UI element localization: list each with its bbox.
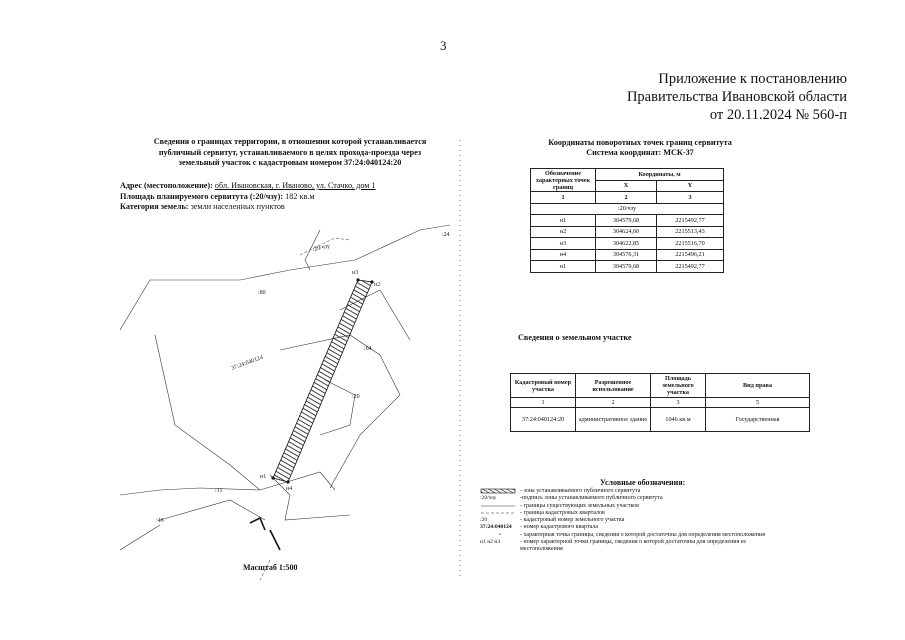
point-x: 304579,68 [596, 215, 657, 227]
table-row [531, 249, 724, 261]
land-cadastral: 37:24:040124:20 [511, 408, 576, 432]
legend-symbol: • [499, 531, 501, 538]
coordinates-table [530, 168, 724, 273]
zone-row: :20/чзу [531, 203, 724, 215]
map-label-24: :24 [442, 232, 450, 238]
legend-item [480, 524, 780, 531]
parcel-boundaries [120, 225, 450, 550]
hatch-swatch-icon [480, 488, 516, 494]
legend-item [480, 532, 780, 539]
legend-text: - граница кадастровых кварталов [520, 509, 605, 516]
land-usage: административное здание [576, 408, 651, 432]
table-row [531, 238, 724, 250]
point-x: 304622,85 [596, 238, 657, 250]
category-label: Категория земель: [120, 202, 189, 211]
point-y: 2215516,70 [656, 238, 723, 250]
land-area: 1046 кв.м [651, 408, 706, 432]
appendix-line-2: Правительства Ивановской области [626, 89, 847, 105]
legend [480, 488, 780, 554]
legend-item [480, 495, 780, 502]
legend-item [480, 539, 780, 554]
legend-text: - номер характерной точки границы, сведения о которой достаточны для определения ее местоположения [520, 539, 747, 553]
col-x-header: X [596, 180, 657, 192]
land-n2: 2 [576, 398, 651, 408]
point-y: 2215496,21 [656, 249, 723, 261]
legend-symbol: :20/чзу [480, 495, 497, 502]
land-info-title: Сведения о земельном участке [518, 333, 632, 342]
page-number: 3 [440, 38, 447, 53]
legend-symbol: 37:24:040124 [480, 524, 512, 531]
map-label-64: :64 [364, 346, 372, 352]
cadastral-map [120, 220, 460, 580]
title-line-3: земельный участок с кадастровым номером 37:24:040124:20 [178, 158, 402, 167]
land-h3: Площадь земельного участка [651, 374, 706, 398]
title-line-1: Сведения о границах территории, в отношении которой устанавливается [153, 137, 427, 146]
category-value: земли населенных пунктов [190, 202, 285, 211]
land-h4: Вид права [706, 374, 810, 398]
address-value: обл. Ивановская, г. Иваново, ул. Стачко, дом 1 [214, 181, 376, 190]
land-h2: Разрешенное использование [576, 374, 651, 398]
table-row [531, 226, 724, 238]
table-row [511, 408, 810, 432]
land-n1: 1 [511, 398, 576, 408]
legend-text: -подпись зоны устанавливаемого публичного сервитута [520, 495, 663, 502]
legend-text: - границы существующих земельных участков [520, 502, 639, 509]
legend-text: - кадастровый номер земельного участка [520, 517, 625, 524]
map-label-n4: н4 [286, 486, 293, 492]
area-value: 182 кв.м [285, 191, 315, 201]
col-coords-header: Координаты, м [596, 169, 724, 181]
line-swatch-icon [480, 503, 516, 509]
table-row [531, 215, 724, 227]
appendix-line-3: от 20.11.2024 № 560-п [709, 107, 847, 123]
title-line-2: публичный сервитут, устанавливаемого в целях прохода-проезда через [158, 147, 422, 157]
land-h1: Кадастровый номер участка [511, 374, 576, 398]
appendix-header [627, 70, 847, 124]
land-right: Государственная [706, 408, 810, 432]
col-num-1: 1 [531, 192, 596, 204]
point-name: н2 [531, 226, 596, 238]
point-y: 2215513,43 [656, 226, 723, 238]
land-n4: 5 [706, 398, 810, 408]
point-name: н3 [531, 238, 596, 250]
point-name: н1 [531, 261, 596, 273]
point-y: 2215492,77 [656, 215, 723, 227]
map-label-46: :46 [156, 518, 164, 524]
col-point-header: Обозначение характерных точек границ [531, 169, 596, 192]
area-label: Площадь планируемого сервитута (:20/чзу): [120, 191, 284, 201]
map-label-n1: н1 [260, 474, 267, 480]
boundary-info-title [130, 137, 450, 169]
land-n3: 3 [651, 398, 706, 408]
legend-item [480, 503, 780, 510]
col-y-header: Y [656, 180, 723, 192]
parcel-info [120, 181, 376, 213]
dashed-line-swatch-icon [480, 510, 516, 516]
legend-symbol: :20 [480, 517, 488, 524]
legend-text: - зона устанавливаемого публичного сервитута [520, 488, 641, 494]
point-x: 304576,31 [596, 249, 657, 261]
map-label-80: :80 [258, 290, 266, 296]
map-label-quarter: 37:24:040124 [230, 354, 265, 372]
coordinates-title-line-1: Координаты поворотных точек границ сервитута [548, 138, 732, 147]
legend-symbol: н1 н2 н3 [480, 539, 501, 546]
point-x: 304624,60 [596, 226, 657, 238]
map-label-20: :20 [352, 394, 360, 400]
table-row [531, 261, 724, 273]
legend-text: - характерная точка границы, сведения о которой достаточны для определения местоположения [520, 531, 765, 538]
land-table [510, 373, 810, 432]
map-scale: Масштаб 1:500 [243, 563, 298, 572]
appendix-line-1: Приложение к постановлению [658, 71, 847, 87]
point-x: 304579,68 [596, 261, 657, 273]
north-arrow-marks [250, 518, 280, 550]
coordinates-title-line-2: Система координат: МСК-37 [586, 148, 694, 157]
coordinates-title [525, 138, 755, 158]
servitude-zone [273, 280, 372, 482]
point-y: 2215492,77 [656, 261, 723, 273]
col-num-2: 2 [596, 192, 657, 204]
map-label-zone: :20/чзу [312, 243, 331, 253]
map-label-11: :11 [215, 488, 223, 494]
legend-title: Условные обозначения: [600, 478, 686, 487]
legend-item [480, 517, 780, 524]
address-label: Адрес (местоположение): [120, 181, 213, 190]
legend-text: - номер кадастрового квартала [520, 524, 599, 531]
point-name: н4 [531, 249, 596, 261]
map-label-n2: н2 [374, 282, 381, 288]
point-name: н1 [531, 215, 596, 227]
vertical-divider [458, 140, 462, 580]
col-num-3: 3 [656, 192, 723, 204]
map-label-n3: н3 [352, 270, 359, 276]
